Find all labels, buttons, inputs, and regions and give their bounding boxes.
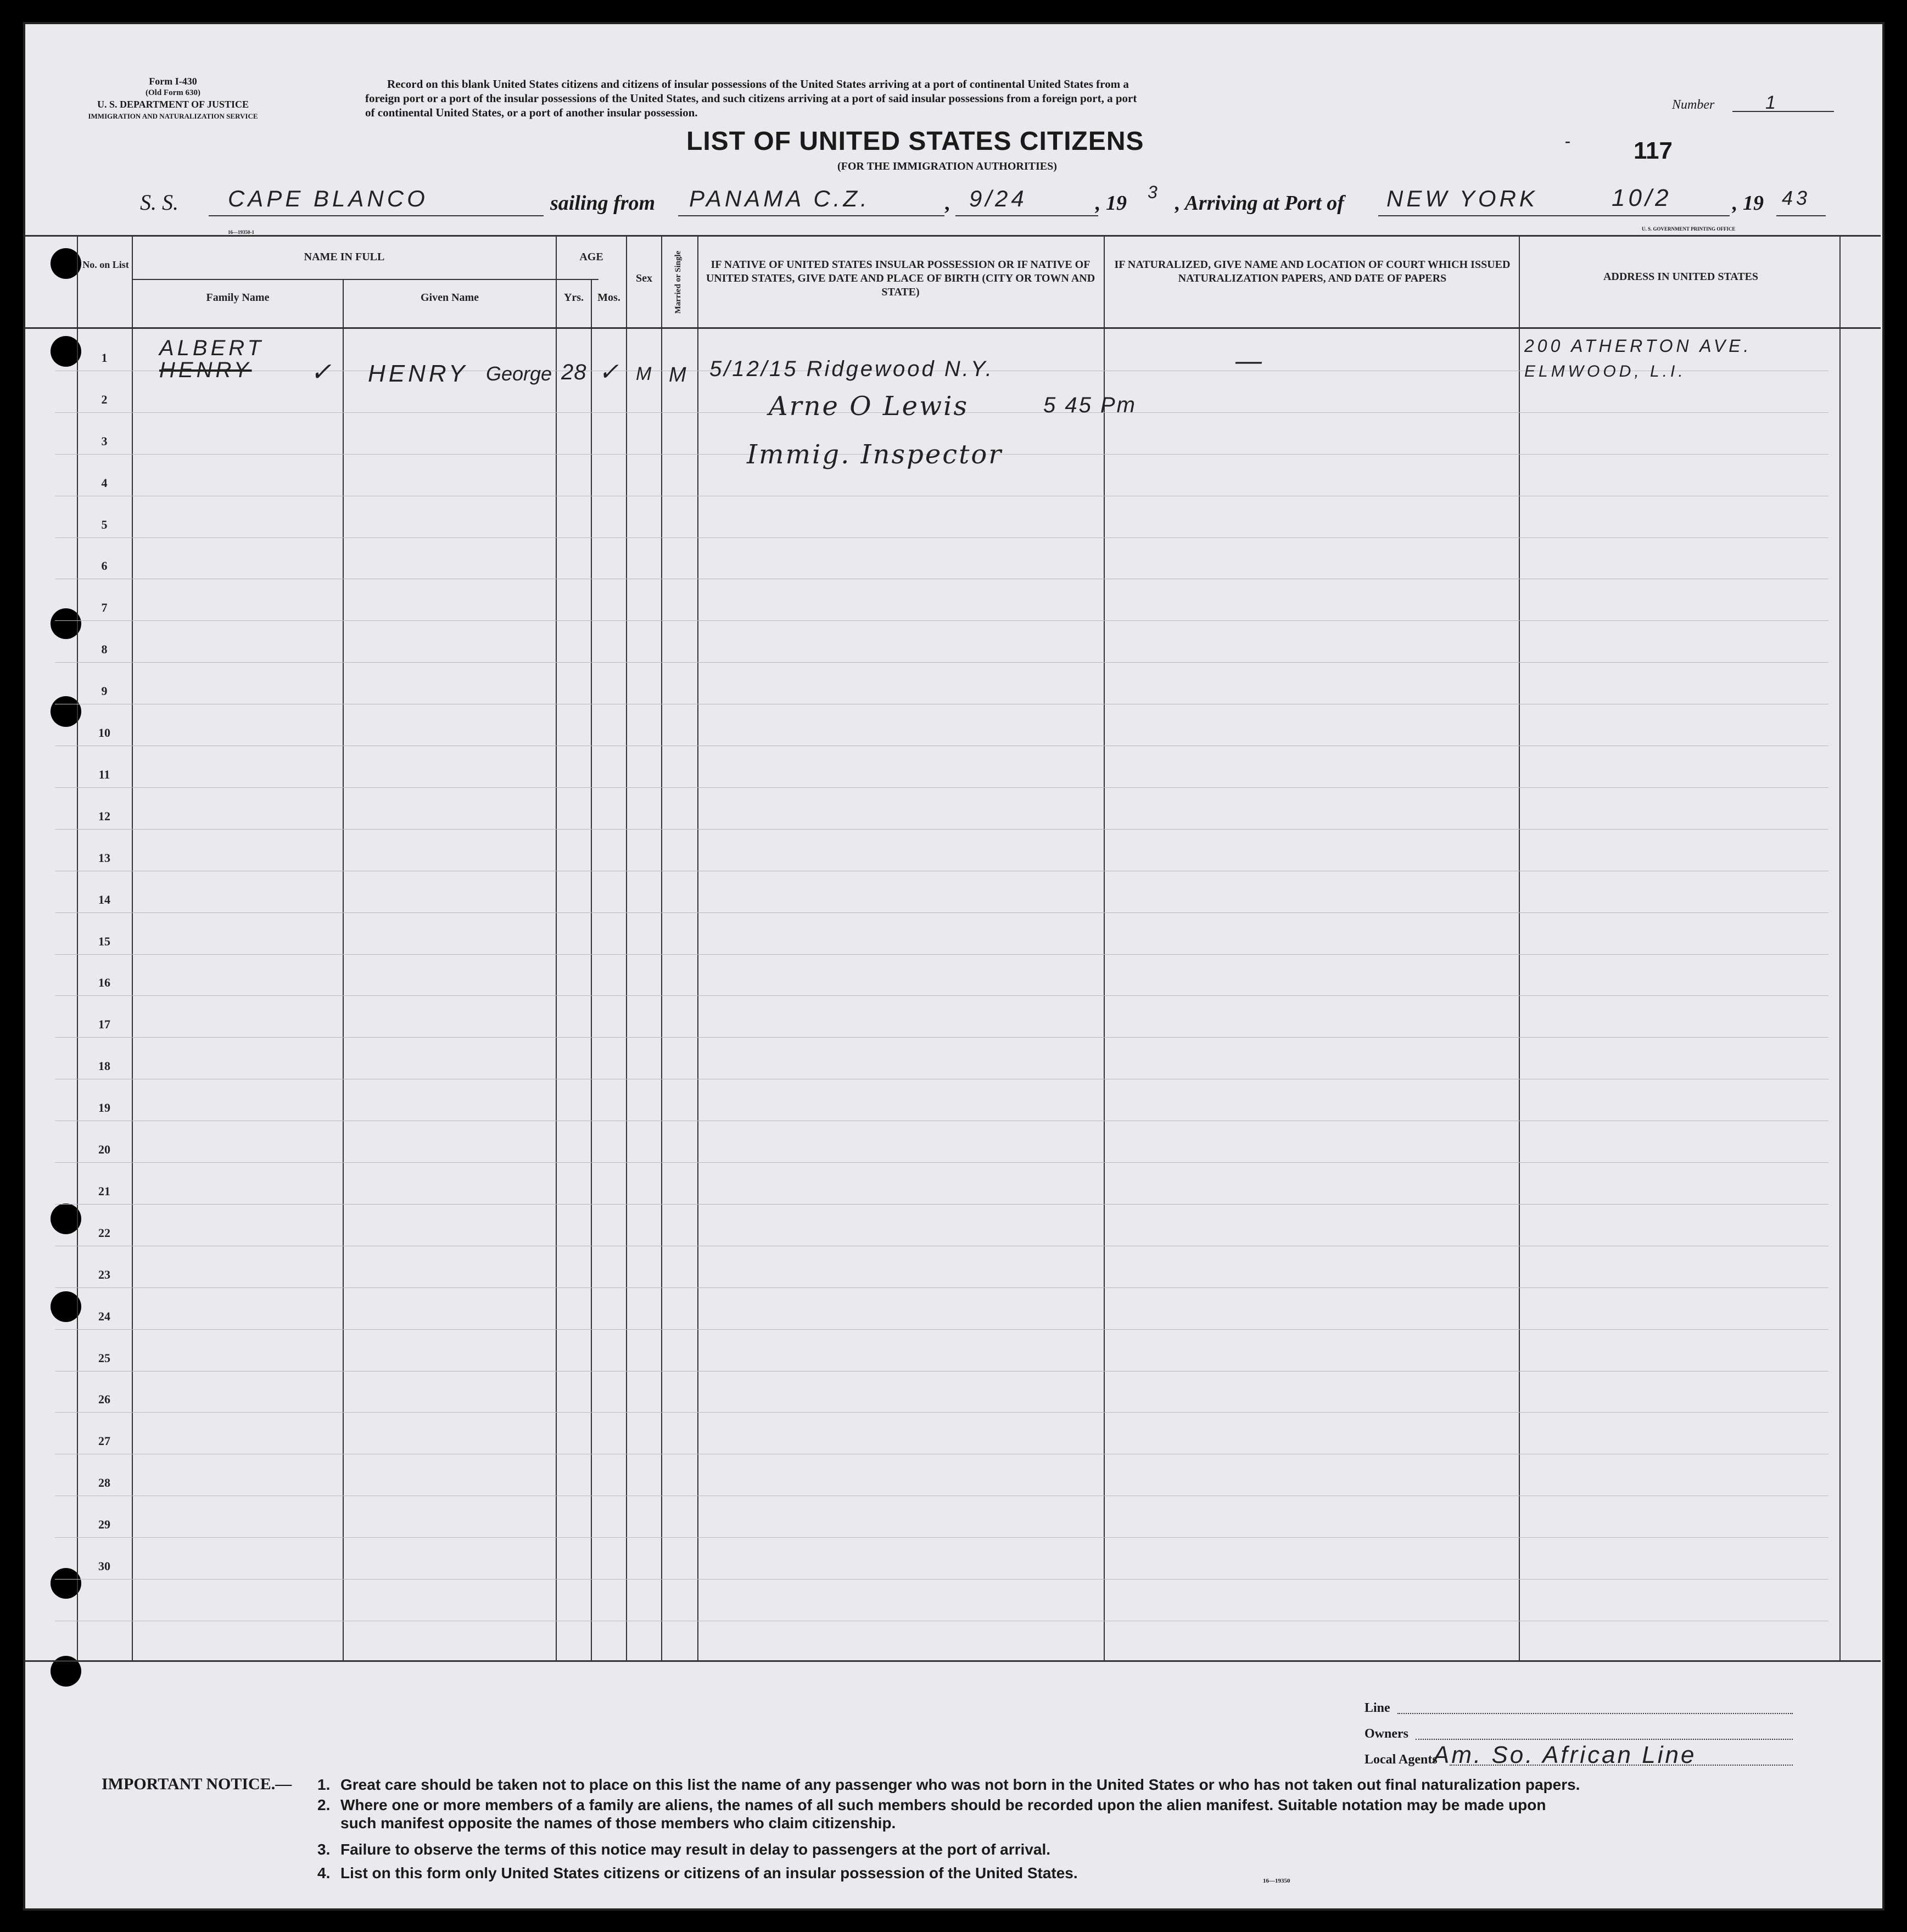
row-number: 15 (98, 934, 110, 948)
row-number: 13 (98, 851, 110, 865)
year-1: 3 (1148, 182, 1161, 202)
row-number: 28 (98, 1476, 110, 1489)
notice-4-num: 4. (317, 1864, 331, 1881)
row-number: 12 (98, 809, 110, 823)
gpo-code: U. S. GOVERNMENT PRINTING OFFICE (1642, 226, 1736, 232)
col-divider (626, 235, 627, 1661)
local-agents-value: Am. So. African Line (1433, 1741, 1697, 1768)
row-rule (55, 1204, 1828, 1205)
header-yrs: Yrs. (563, 292, 584, 304)
arriving-label: , Arriving at Port of (1175, 192, 1344, 215)
year-prefix-1: , 19 (1095, 192, 1127, 215)
address-line-1: 200 ATHERTON AVE. (1524, 336, 1752, 356)
local-agents-label: Local Agents (1364, 1752, 1438, 1767)
row-number: 19 (98, 1101, 110, 1115)
col-divider (556, 235, 557, 1661)
row-rule (55, 1579, 1828, 1580)
form-number: Form I-430 (149, 76, 197, 87)
row-rule (55, 787, 1828, 788)
age-yrs: 28 (561, 360, 587, 384)
given-name: HENRY (368, 360, 468, 387)
form-id (82, 76, 264, 122)
row-number: 11 (98, 768, 110, 781)
number-label: Number (1672, 98, 1715, 112)
row-rule (55, 1537, 1828, 1538)
row-number: 22 (98, 1226, 110, 1240)
row-number: 16 (98, 976, 110, 989)
row-number: 9 (101, 684, 108, 698)
row-rule (55, 662, 1828, 663)
page-title: LIST OF UNITED STATES CITIZENS (686, 127, 1144, 156)
row-number: 2 (101, 393, 108, 406)
row-number: 27 (98, 1434, 110, 1448)
table-bottom-border (25, 1660, 1881, 1662)
col-divider (661, 235, 662, 1661)
port-from: PANAMA C.Z. (689, 186, 870, 211)
row-number: 3 (101, 434, 108, 448)
col-divider (1839, 235, 1841, 1661)
row-number: 14 (98, 893, 110, 906)
sex-value: M (636, 363, 655, 384)
row-rule (55, 1412, 1828, 1413)
row-rule (55, 1162, 1828, 1163)
notice-1-num: 1. (317, 1776, 331, 1793)
inspector-signature: Arne O Lewis (769, 391, 969, 422)
row-number: 18 (98, 1059, 110, 1073)
number-value: 1 (1765, 92, 1779, 113)
table-top-border (25, 235, 1881, 237)
marital-value: M (669, 363, 690, 387)
row-number: 8 (101, 642, 108, 656)
row-number: 24 (98, 1309, 110, 1323)
page-subtitle: (FOR THE IMMIGRATION AUTHORITIES) (837, 160, 1057, 172)
row-rule (55, 912, 1828, 913)
year-prefix-2: , 19 (1732, 192, 1764, 215)
footer-code: 16—19350 (1263, 1878, 1290, 1884)
notice-2a: Where one or more members of a family are aliens, the names of all such members should be recorded upon the alien manifest. Suitable notation may be made upon (340, 1796, 1546, 1813)
instructions (365, 77, 1573, 120)
year-underline (1776, 215, 1826, 216)
row-rule (55, 620, 1828, 621)
line-label: Line (1364, 1701, 1390, 1715)
line-dotted (1397, 1713, 1793, 1714)
header-native: IF NATIVE OF UNITED STATES INSULAR POSSESSION OR IF NATIVE OF UNITED STATES, GIVE DATE AND PLACE OF BIRTH (CITY OR TOWN AND STATE) (706, 259, 1095, 298)
row-rule (55, 1287, 1828, 1288)
row-number: 21 (98, 1184, 110, 1198)
owners-dotted (1416, 1739, 1793, 1740)
number-underline (1732, 111, 1834, 112)
family-name-corrected: ALBERT (159, 336, 264, 360)
col-divider (132, 235, 133, 1661)
age-mos: ✓ (599, 359, 622, 385)
header-age: AGE (579, 251, 603, 263)
instructions-line-1: Record on this blank United States citizens and citizens of insular possessions of the United States arriving at a port of continental United States from a (387, 77, 1129, 91)
departure-date: 9/24 (969, 186, 1027, 211)
manifest-page (23, 22, 1884, 1911)
ship-underline (209, 215, 544, 216)
ship-name: CAPE BLANCO (228, 186, 428, 211)
row-number: 7 (101, 601, 108, 614)
page-number: 117 (1634, 137, 1673, 164)
col-divider (1519, 235, 1520, 1661)
row-rule (55, 1037, 1828, 1038)
service: IMMIGRATION AND NATURALIZATION SERVICE (88, 112, 258, 120)
old-form-number: (Old Form 630) (146, 88, 200, 97)
header-bottom-border (25, 327, 1881, 329)
header-married: Married or Single (674, 250, 683, 314)
row-rule (55, 954, 1828, 955)
header-mos: Mos. (597, 292, 620, 304)
row-number: 17 (98, 1017, 110, 1031)
header-family-name: Family Name (206, 292, 270, 304)
header-name-in-full: NAME IN FULL (304, 251, 385, 263)
address-line-2: ELMWOOD, L.I. (1524, 362, 1686, 380)
col-divider (1104, 235, 1105, 1661)
given-name-added: George (486, 362, 552, 385)
naturalized-value: — (1235, 346, 1265, 376)
notice-3: Failure to observe the terms of this notice may result in delay to passengers at the port of arrival. (340, 1841, 1051, 1858)
arrival-port: NEW YORK (1386, 186, 1538, 211)
form-code: 16—19350-1 (228, 229, 254, 235)
instructions-line-3: of continental United States, or a port of another insular possession. (365, 106, 698, 119)
row-number: 25 (98, 1351, 110, 1365)
row-number: 26 (98, 1392, 110, 1406)
notice-2b: such manifest opposite the names of those members who claim citizenship. (340, 1815, 896, 1832)
row-number: 30 (98, 1559, 110, 1573)
department: U. S. DEPARTMENT OF JUSTICE (97, 99, 249, 110)
row-rule (55, 537, 1828, 538)
col-divider (697, 235, 698, 1661)
row-number: 4 (101, 476, 108, 490)
header-naturalized: IF NATURALIZED, GIVE NAME AND LOCATION OF COURT WHICH ISSUED NATURALIZATION PAPERS, AND DATE OF PAPERS (1114, 259, 1511, 284)
arrival-date: 10/2 (1612, 184, 1672, 211)
notice-1: Great care should be taken not to place on this list the name of any passenger who was not born in the United States or who has not taken out final naturalization papers. (340, 1776, 1580, 1793)
notice-2-num: 2. (317, 1796, 331, 1813)
row-number: 23 (98, 1268, 110, 1281)
row-rule (55, 1329, 1828, 1330)
voyage-line (140, 189, 178, 215)
inspector-title: Immig. Inspector (747, 439, 1003, 470)
owners-label: Owners (1364, 1727, 1408, 1741)
name-subheader-line (133, 279, 599, 280)
date-underline (955, 215, 1098, 216)
sailing-label: sailing from (550, 192, 656, 215)
header-given-name: Given Name (420, 292, 479, 304)
family-name-struck: HENRY (159, 358, 252, 382)
row-rule (55, 995, 1828, 996)
header-no: No. on List (82, 259, 129, 270)
row-rule (55, 829, 1828, 830)
comma: , (944, 192, 950, 215)
ss-label: S. S. (140, 190, 178, 215)
row-number: 29 (98, 1517, 110, 1531)
row-number: 20 (98, 1143, 110, 1156)
header-sex: Sex (636, 272, 652, 284)
birth-date-place: 5/12/15 Ridgewood N.Y. (709, 357, 994, 381)
header-address: ADDRESS IN UNITED STATES (1603, 271, 1759, 283)
row-number: 10 (98, 726, 110, 740)
check-mark: ✓ (310, 357, 335, 386)
port-underline (1378, 215, 1730, 216)
tick-mark: - (1565, 132, 1570, 150)
from-underline (678, 215, 944, 216)
row-number: 1 (101, 351, 108, 365)
instructions-line-2: foreign port or a port of the insular possessions of the United States, and such citizens arriving at a port of said insular possessions from a foreign port, a port (365, 92, 1137, 105)
inspector-time: 5 45 Pm (1043, 393, 1137, 417)
notice-4: List on this form only United States citizens or citizens of an insular possession of the United States. (340, 1864, 1078, 1881)
row-number: 6 (101, 559, 108, 573)
notice-heading: IMPORTANT NOTICE.— (102, 1775, 292, 1793)
year-2: 43 (1782, 187, 1811, 209)
notice-3-num: 3. (317, 1841, 331, 1858)
row-number: 5 (101, 518, 108, 531)
